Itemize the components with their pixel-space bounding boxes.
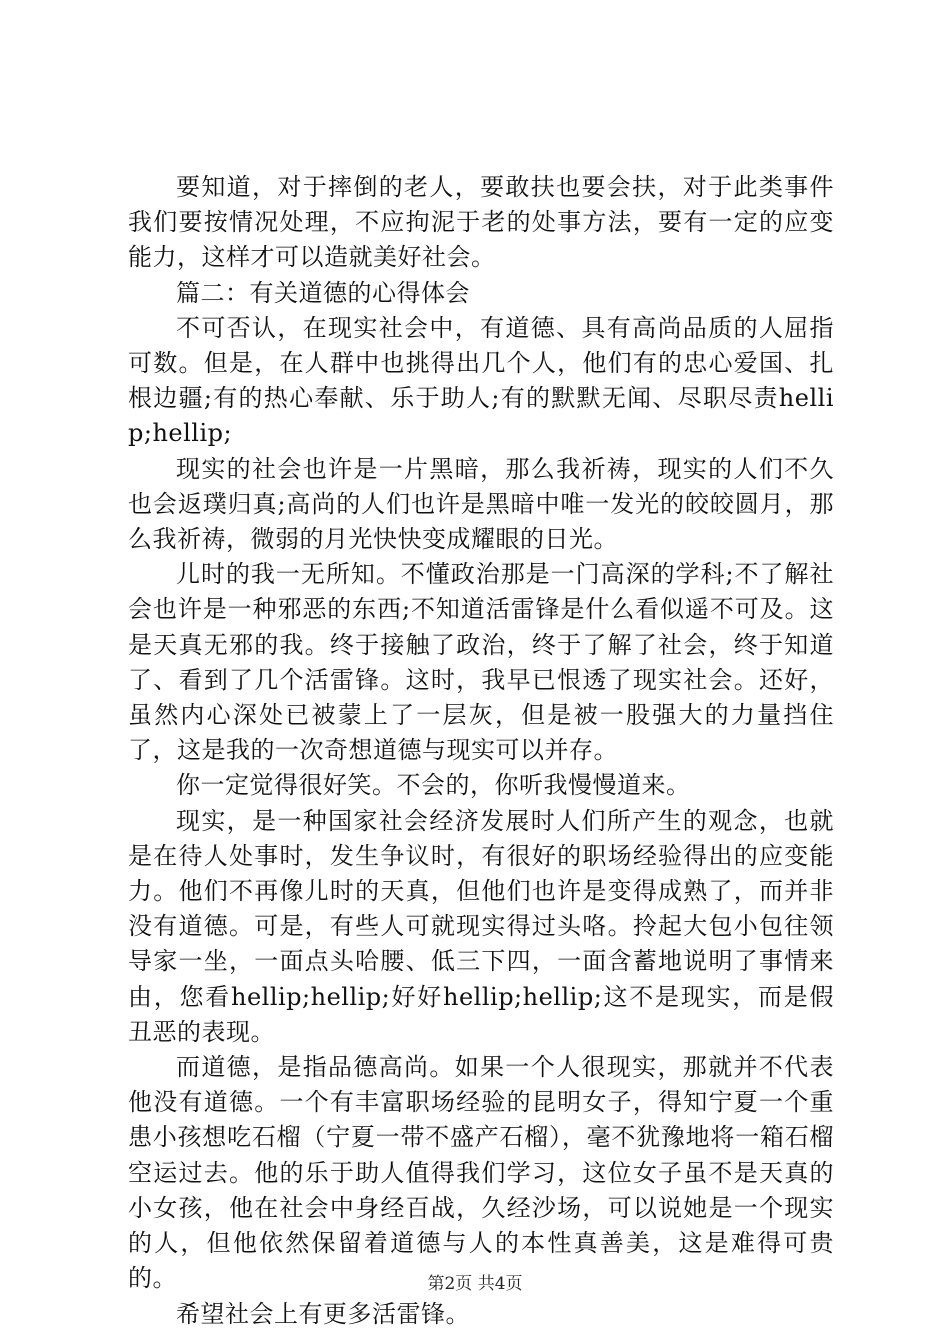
paragraph: 现实的社会也许是一片黑暗，那么我祈祷，现实的人们不久也会返璞归真;高尚的人们也许是黑暗中唯一发光的皎皎圆月，那么我祈祷，微弱的月光快快变成耀眼的日光。 bbox=[128, 454, 834, 554]
paragraph: 儿时的我一无所知。不懂政治那是一门高深的学科;不了解社会也许是一种邪恶的东西;不知道活雷锋是什么看似遥不可及。这是天真无邪的我。终于接触了政治，终于了解了社会，终于知道了、看到了几个活雷锋。这时，我早已恨透了现实社会。还好，虽然内心深处已被蒙上了一层灰，但是被一股强大的力量挡住了，这是我的一次奇想道德与现实可以并存。 bbox=[128, 560, 834, 765]
paragraph: 要知道，对于摔倒的老人，要敢扶也要会扶，对于此类事件我们要按情况处理，不应拘泥于老的处事方法，要有一定的应变能力，这样才可以造就美好社会。 bbox=[128, 173, 834, 272]
paragraph: 不可否认，在现实社会中，有道德、具有高尚品质的人屈指可数。但是，在人群中也挑得出几个人，他们有的忠心爱国、扎根边疆;有的热心奉献、乐于助人;有的默默无闻、尽职尽责hellip;hellip; bbox=[128, 313, 834, 448]
paragraph: 你一定觉得很好笑。不会的，你听我慢慢道来。 bbox=[176, 771, 691, 800]
section-heading: 篇二：有关道德的心得体会 bbox=[176, 278, 470, 307]
paragraph: 现实，是一种国家社会经济发展时人们所产生的观念，也就是在待人处事时，发生争议时，有很好的职场经验得出的应变能力。他们不再像儿时的天真，但他们也许是变得成熟了，而并非没有道德。可是，有些人可就现实得过头咯。拎起大包小包往领导家一坐，一面点头哈腰、低三下四，一面含蓄地说明了事情来由，您看hellip;hellip;好好hellip;hellip;这不是现实，而是假丑恶的表现。 bbox=[128, 806, 834, 1046]
document-body bbox=[128, 170, 834, 1332]
page-footer: 第2页 共4页 bbox=[427, 1274, 523, 1294]
paragraph: 希望社会上有更多活雷锋。 bbox=[176, 1299, 470, 1328]
paragraph: 而道德，是指品德高尚。如果一个人很现实，那就并不代表他没有道德。一个有丰富职场经验的昆明女子，得知宁夏一个重患小孩想吃石榴（宁夏一带不盛产石榴），毫不犹豫地将一箱石榴空运过去。他的乐于助人值得我们学习，这位女子虽不是天真的小女孩，他在社会中身经百战，久经沙场，可以说她是一个现实的人，但他依然保留着道德与人的本性真善美，这是难得可贵的。 bbox=[128, 1053, 834, 1293]
